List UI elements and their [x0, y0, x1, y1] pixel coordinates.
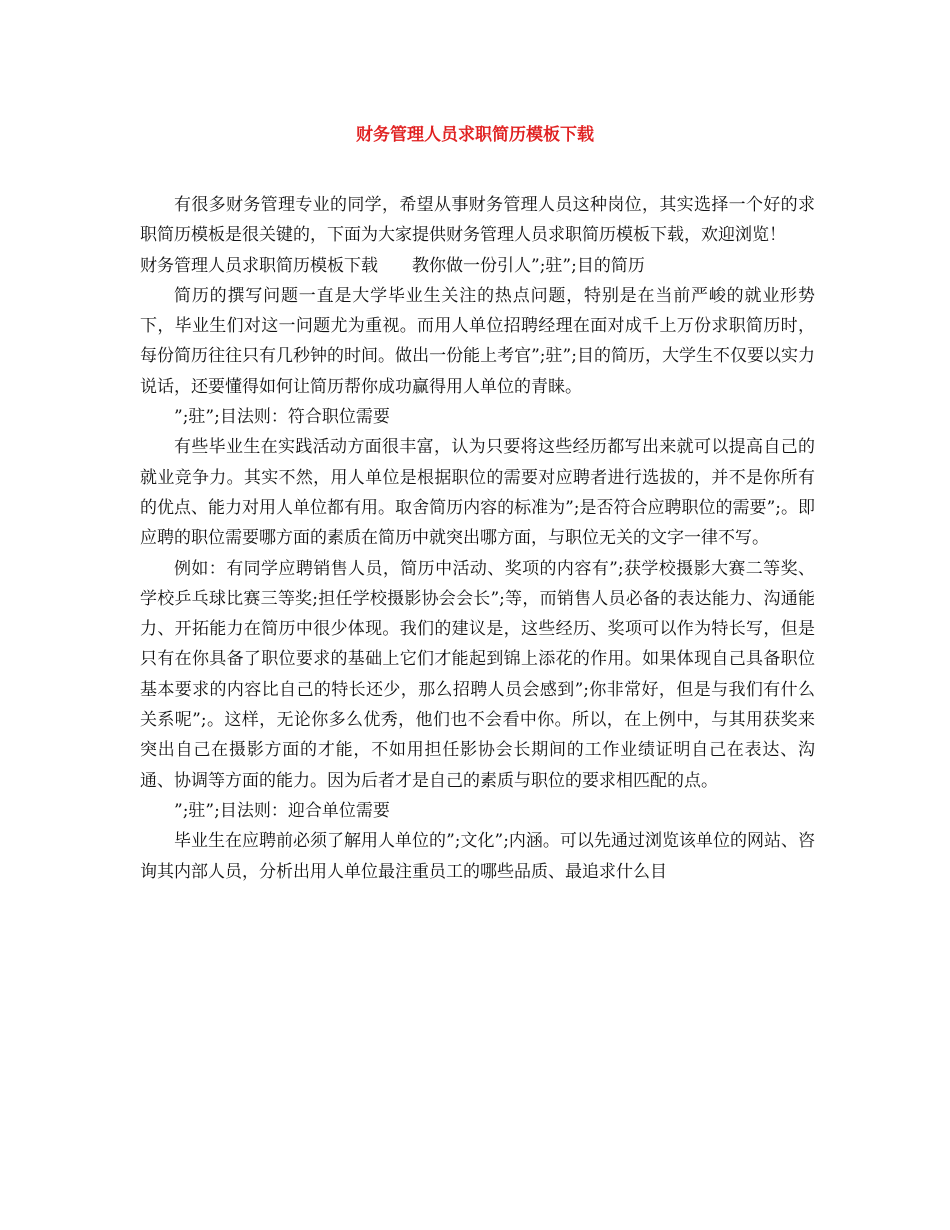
- body-paragraph: 例如：有同学应聘销售人员，简历中活动、奖项的内容有”;获学校摄影大赛二等奖、学校乒乓球比赛三等奖;担任学校摄影协会会长”;等，而销售人员必备的表达能力、沟通能力、开拓能力在简历中很少体现。我们的建议是，这些经历、奖项可以作为特长写，但是只有在你具备了职位要求的基础上它们才能起到锦上添花的作用。如果体现自己具备职位基本要求的内容比自己的特长还少，那么招聘人员会感到”;你非常好，但是与我们有什么关系呢”;。这样，无论你多么优秀，他们也不会看中你。所以，在上例中，与其用获奖来突出自己在摄影方面的才能，不如用担任影协会长期间的工作业绩证明自己在表达、沟通、协调等方面的能力。因为后者才是自己的素质与职位的要求相匹配的点。: [140, 558, 815, 791]
- rule-heading: ”;驻”;目法则：迎合单位需要: [174, 800, 390, 821]
- intro-paragraph: 有很多财务管理专业的同学，希望从事财务管理人员这种岗位，其实选择一个好的求职简历模板是很关键的，下面为大家提供财务管理人员求职简历模板下载，欢迎浏览！: [140, 195, 815, 246]
- document-body: [140, 190, 815, 887]
- rule-heading: ”;驻”;目法则：符合职位需要: [174, 407, 390, 428]
- section-heading: 财务管理人员求职简历模板下载 教你做一份引人”;驻”;目的简历: [140, 255, 645, 276]
- document-title: 财务管理人员求职简历模板下载: [356, 125, 594, 145]
- body-paragraph: 毕业生在应聘前必须了解用人单位的”;文化”;内涵。可以先通过浏览该单位的网站、咨询其内部人员，分析出用人单位最注重员工的哪些品质、最追求什么目: [140, 831, 815, 882]
- body-paragraph: 简历的撰写问题一直是大学毕业生关注的热点问题，特别是在当前严峻的就业形势下，毕业生们对这一问题尤为重视。而用人单位招聘经理在面对成千上万份求职简历时，每份简历往往只有几秒钟的时间。做出一份能上考官”;驻”;目的简历，大学生不仅要以实力说话，还要懂得如何让简历帮你成功赢得用人单位的青睐。: [140, 285, 815, 397]
- body-paragraph: 有些毕业生在实践活动方面很丰富，认为只要将这些经历都写出来就可以提高自己的就业竞争力。其实不然，用人单位是根据职位的需要对应聘者进行选拔的，并不是你所有的优点、能力对用人单位都有用。取舍简历内容的标准为”;是否符合应聘职位的需要”;。即应聘的职位需要哪方面的素质在简历中就突出哪方面，与职位无关的文字一律不写。: [140, 437, 815, 549]
